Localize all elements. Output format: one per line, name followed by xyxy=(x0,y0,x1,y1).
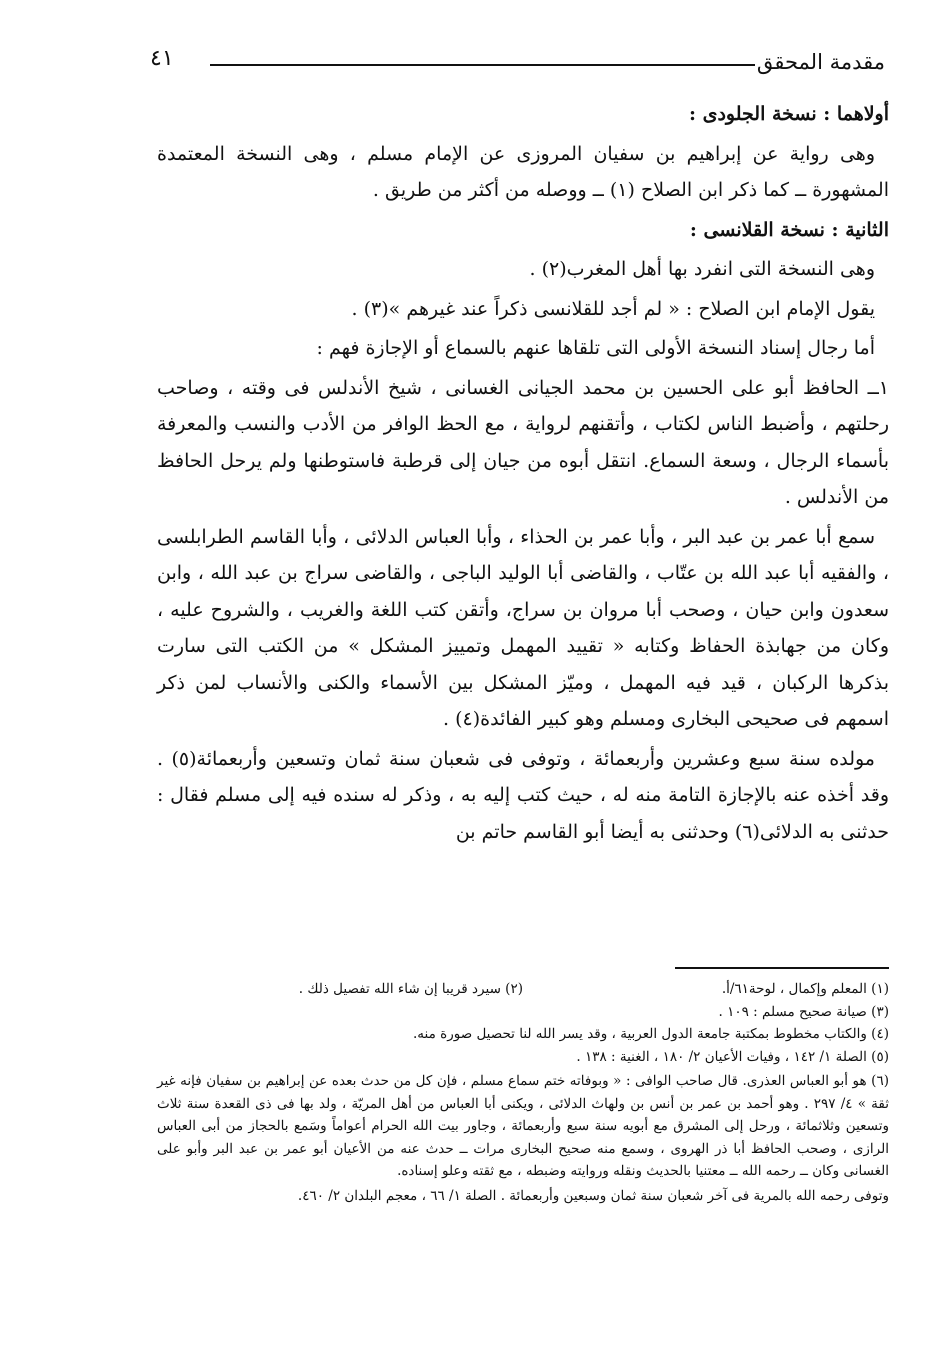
header-rule xyxy=(210,64,755,66)
paragraph-4: أما رجال إسناد النسخة الأولى التى تلقاها عنهم بالسماع أو الإجازة فهم : xyxy=(316,337,875,359)
section-heading-1: أولاهما : نسخة الجلودى : xyxy=(688,103,889,125)
paragraph-2: وهى النسخة التى انفرد بها أهل المغرب(٢) . xyxy=(529,258,875,280)
paragraph-1: وهى رواية عن إبراهيم بن سفيان المروزى عن الإمام مسلم ، وهى النسخة المعتمدة المشهورة ــ كما ذكر ابن الصلاح (١) ــ ووصله من أكثر من طريق . xyxy=(157,142,889,201)
footnote-3: (٣) صيانة صحيح مسلم : ١٠٩ . xyxy=(718,1003,889,1020)
running-title: مقدمة المحقق xyxy=(756,50,885,74)
footnote-6-continued: وتوفى رحمه الله بالمرية فى آخر شعبان سنة ثمان وسبعين وأربعمائة . الصلة ١/ ٦٦ ، معجم البلدان ٢/ ٤٦٠. xyxy=(297,1187,889,1204)
footnote-5: (٥) الصلة ١/ ١٤٢ ، وفيات الأعيان ٢/ ١٨٠ ، الغنية : ١٣٨ . xyxy=(576,1048,889,1065)
paragraph-5: ١ــ الحافظ أبو على الحسين بن محمد الجيانى الغسانى ، شيخ الأندلس فى وقته ، وصاحب رحلتهم ، وأضبط الناس لكتاب ، وأتقنهم لرواية ، مع الحظ الوافر من الأدب والنسب والمعرفة بأسماء الرجال ، وسعة السماع. انتقل أبوه من جيان إلى قرطبة فاستوطنها ولم يرحل الحافظ من الأندلس . xyxy=(157,376,889,508)
paragraph-6: سمع أبا عمر بن عبد البر ، وأبا عمر بن الحذاء ، وأبا العباس الدلائى ، وأبا القاسم الطرابلسى ، والفقيه أبا عبد الله بن عتّاب ، والقاضى أبا الوليد الباجى ، والقاضى سراج بن عبد الله ، وابن سعدون وابن حيان ، وصحب أبا مروان بن سراج، وأتقن كتب اللغة والغريب ، والشروح عليه ، وكان من جهابذة الحفاظ وكتابه « تقييد المهمل وتمييز المشكل » من الكتب التى سارت بذكرها الركبان ، قيد فيه المهمل ، وميّز المشكل بين الأسماء والكنى والأنساب لمن ذكر اسمهم فى صحيحى البخارى ومسلم وهو كبير الفائدة(٤) . xyxy=(157,525,889,730)
footnote-2: (٢) سيرد قريبا إن شاء الله تفصيل ذلك . xyxy=(298,981,523,997)
footnote-separator xyxy=(675,967,889,969)
page-header xyxy=(150,44,885,84)
footnote-1: (١) المعلم وإكمال ، لوحة٦١/أ. xyxy=(721,981,889,997)
footnote-4: (٤) والكتاب مخطوط بمكتبة جامعة الدول العربية ، وقد يسر الله لنا تحصيل صورة منه. xyxy=(413,1026,889,1042)
paragraph-7: مولده سنة سبع وعشرين وأربعمائة ، وتوفى فى شعبان سنة ثمان وتسعين وأربعمائة(٥) . وقد أخذه عنه بالإجازة التامة منه له ، حيث كتب إليه به ، وذكر له سنده فيه إلى مسلم فقال : حدثنى به الدلائى(٦) وحدثنى به أيضا أبو القاسم حاتم بن xyxy=(157,747,889,843)
page-number: ٤١ xyxy=(150,46,174,71)
footnote-6: (٦) هو أبو العباس العذرى. قال صاحب الوافى : « وبوفاته ختم سماع مسلم ، فإن كل من حدث بعده عن إبراهيم بن سفيان فإنه غير ثقة » ٤/ ٢٩٧ . وهو أحمد بن عمر بن أنس بن ولهاث الدلائى ، ويكنى أبا العباس من أهل المريّة ، ولد بها فى ذى القعدة سنة ثلاث وتسعين وثلاثمائة ، ورحل إلى المشرق مع أبويه سنة سبع وأربعمائة ، وجاور بيت الله الحرام أعواماً وسَمع بالحجاز من أبى العباس الرازى ، وصحب الحافظ أبا ذر الهروى ، وسمع منه صحيح البخارى مرات ــ حدث عنه من الأعيان أبو عمر بن عبد البر وأبو على الغسانى وكان ــ رحمه الله ــ معتنيا بالحديث ونقله وروايته وضبطه ، مع ثقته وعلو إسناده. xyxy=(157,1073,889,1179)
footnotes xyxy=(157,978,889,1207)
section-heading-2: الثانية : نسخة القلانسى : xyxy=(689,218,889,241)
footnote-row xyxy=(157,978,889,1001)
paragraph-3: يقول الإمام ابن الصلاح : « لم أجد للقلانسى ذكراً عند غيرهم »(٣) . xyxy=(351,297,875,320)
main-text xyxy=(157,96,889,850)
